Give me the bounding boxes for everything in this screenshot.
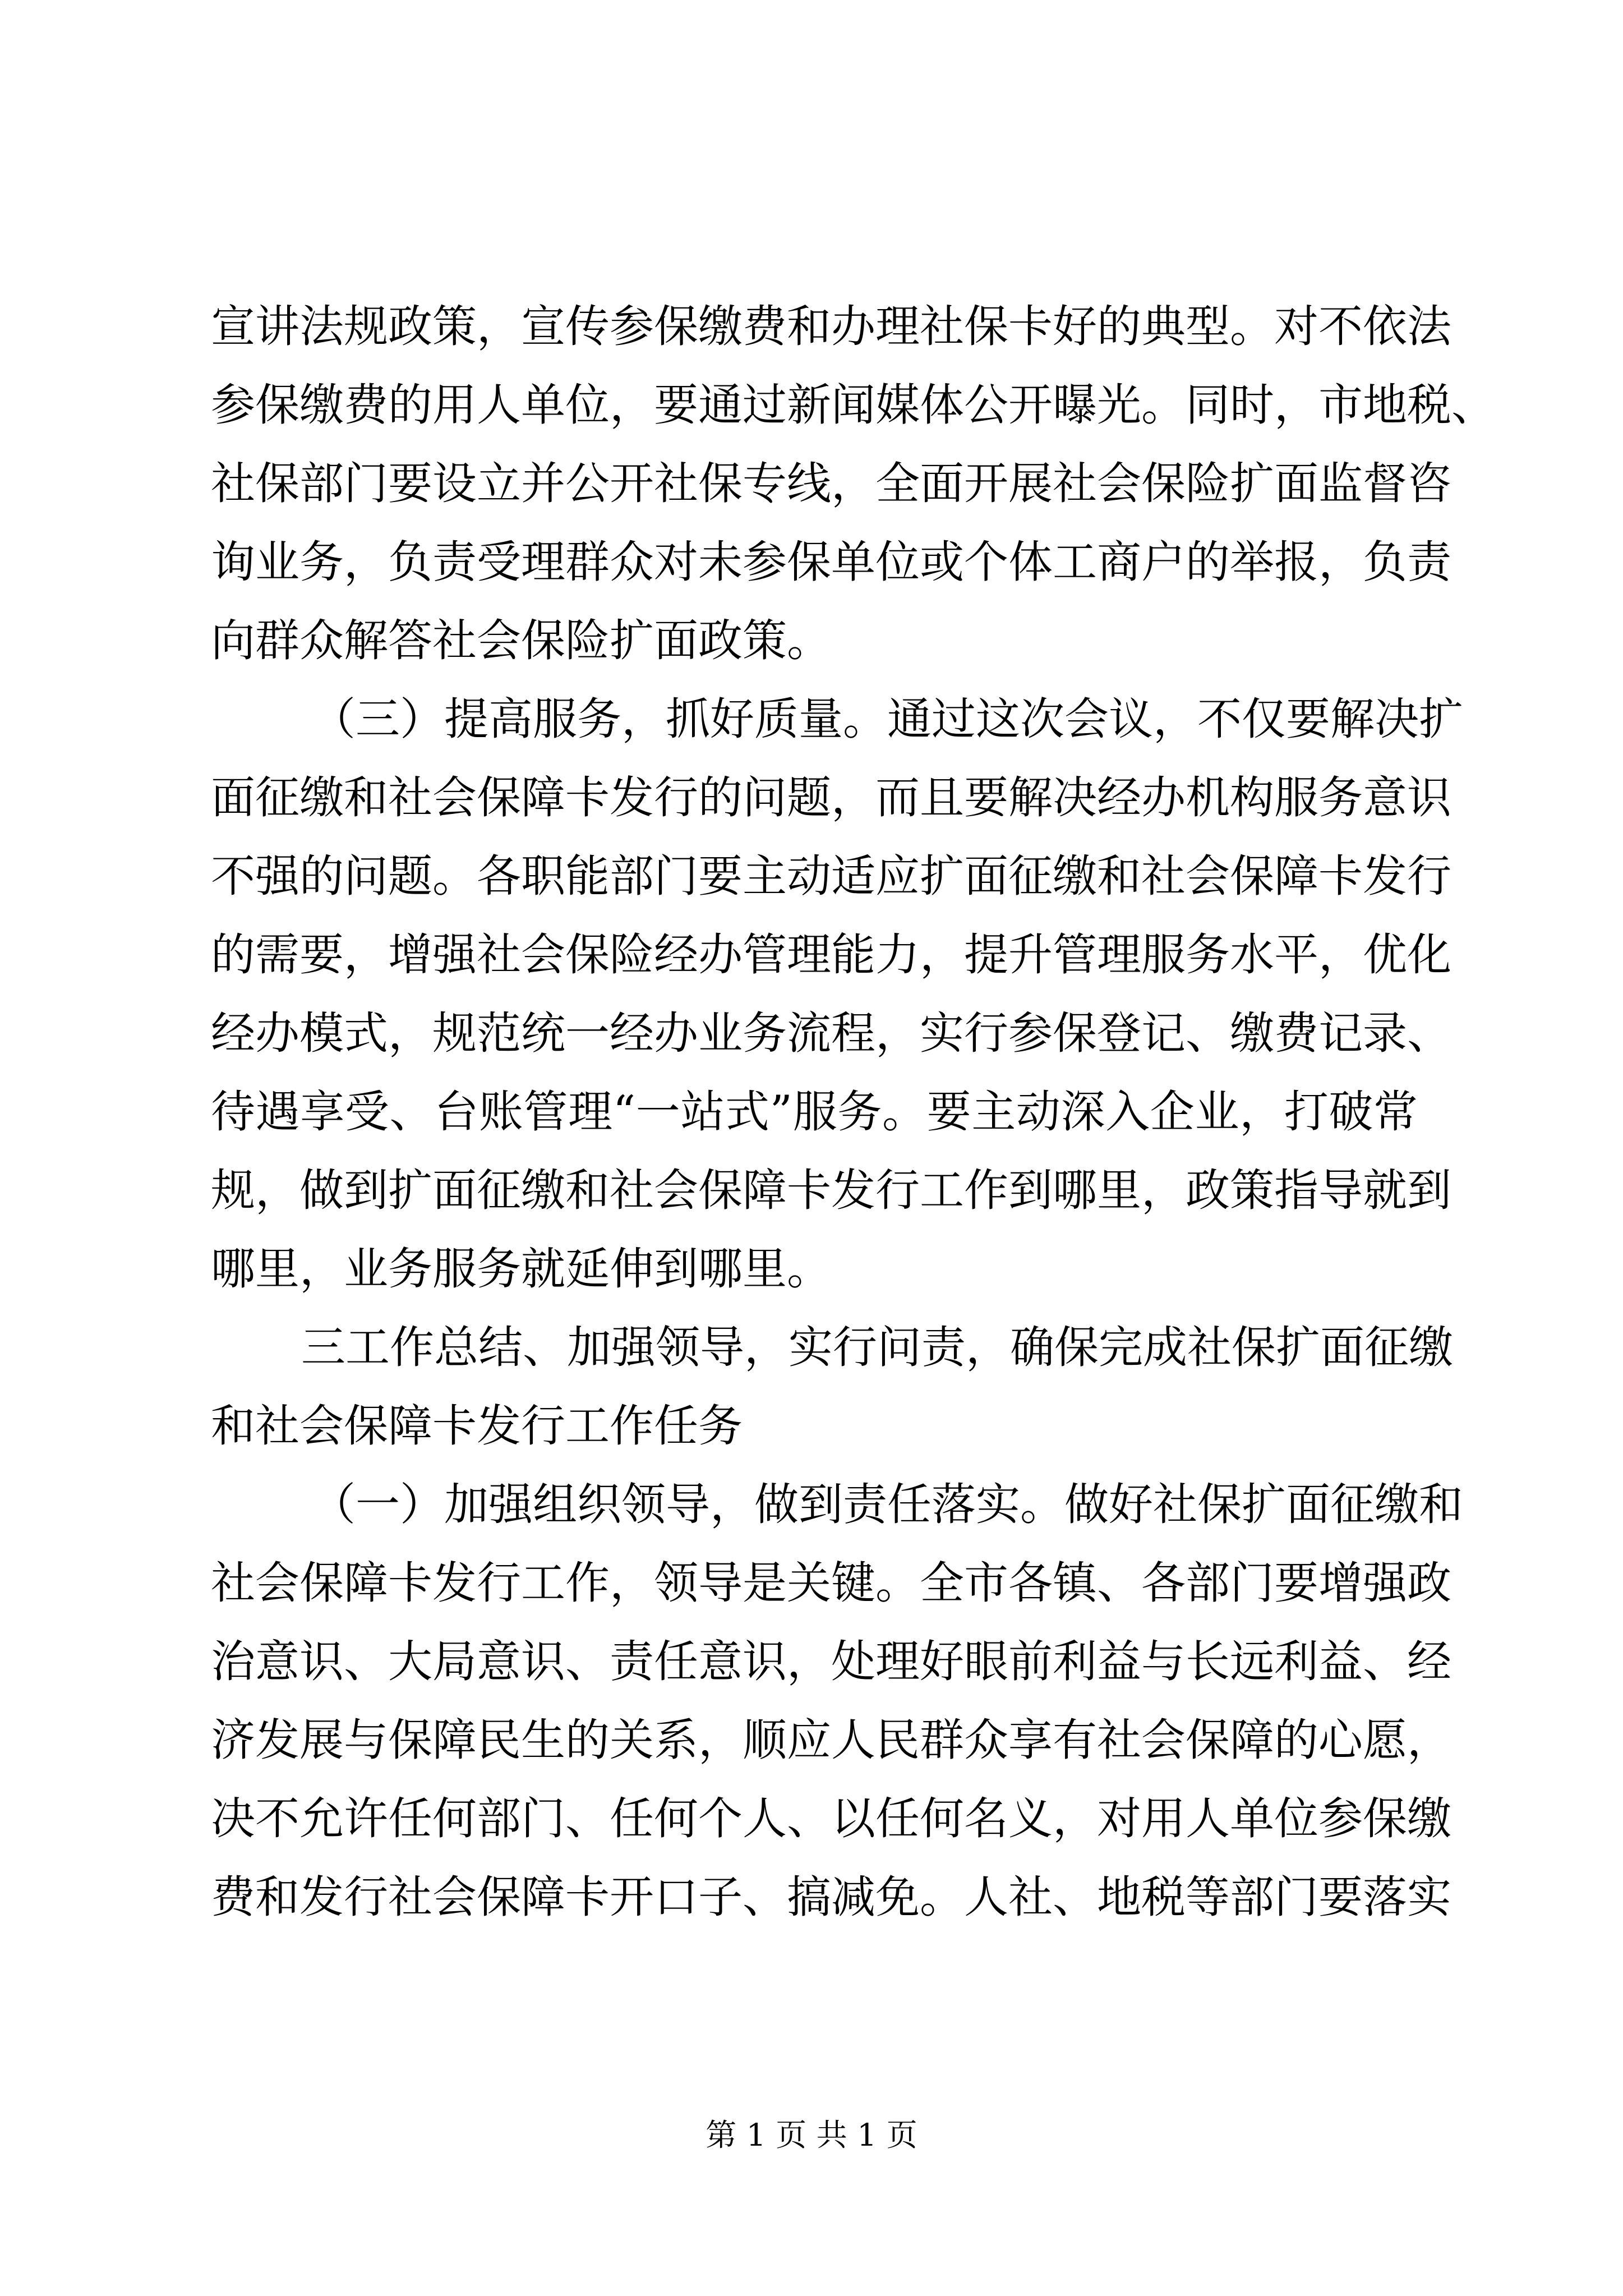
text-line-18: 治意识、大局意识、责任意识，处理好眼前利益与长远利益、经 bbox=[211, 1636, 1451, 1687]
text-line-10: 经办模式，规范统一经办业务流程，实行参保登记、缴费记录、 bbox=[211, 1007, 1451, 1059]
text-line-9: 的需要，增强社会保险经办管理能力，提升管理服务水平，优化 bbox=[211, 929, 1451, 981]
text-line-5: 向群众解答社会保险扩面政策。 bbox=[211, 615, 831, 666]
section-heading-line-1: 三工作总结、加强领导，实行问责，确保完成社保扩面征缴 bbox=[301, 1322, 1453, 1373]
body-text bbox=[211, 287, 1496, 1936]
text-line-12: 规，做到扩面征缴和社会保障卡发行工作到哪里，政策指导就到 bbox=[211, 1165, 1451, 1216]
text-line-7: 面征缴和社会保障卡发行的问题，而且要解决经办机构服务意识 bbox=[211, 772, 1451, 823]
text-line-1: 宣讲法规政策，宣传参保缴费和办理社保卡好的典型。对不依法 bbox=[211, 301, 1451, 352]
text-line-3: 社保部门要设立并公开社保专线，全面开展社会保险扩面监督咨 bbox=[211, 458, 1451, 509]
text-line-4: 询业务，负责受理群众对未参保单位或个体工商户的举报，负责 bbox=[211, 536, 1451, 588]
text-line-8: 不强的问题。各职能部门要主动适应扩面征缴和社会保障卡发行 bbox=[211, 850, 1451, 902]
text-line-19: 济发展与保障民生的关系，顺应人民群众享有社会保障的心愿， bbox=[211, 1714, 1451, 1766]
text-line-11: 待遇享受、台账管理“一站式”服务。要主动深入企业，打破常 bbox=[211, 1086, 1418, 1138]
text-line-17: 社会保障卡发行工作，领导是关键。全市各镇、各部门要增强政 bbox=[211, 1557, 1451, 1609]
page-footer: 第 1 页 共 1 页 bbox=[706, 2117, 917, 2153]
text-line-21: 费和发行社会保障卡开口子、搞减免。人社、地税等部门要落实 bbox=[211, 1871, 1451, 1923]
text-line-6: （三）提高服务，抓好质量。通过这次会议，不仅要解决扩 bbox=[311, 693, 1463, 745]
text-line-20: 决不允许任何部门、任何个人、以任何名义，对用人单位参保缴 bbox=[211, 1793, 1451, 1844]
section-heading-line-2: 和社会保障卡发行工作任务 bbox=[211, 1400, 743, 1452]
text-line-13: 哪里，业务服务就延伸到哪里。 bbox=[211, 1243, 831, 1295]
text-line-2: 参保缴费的用人单位，要通过新闻媒体公开曝光。同时，市地税、 bbox=[211, 379, 1496, 431]
text-line-16: （一）加强组织领导，做到责任落实。做好社保扩面征缴和 bbox=[311, 1479, 1463, 1530]
